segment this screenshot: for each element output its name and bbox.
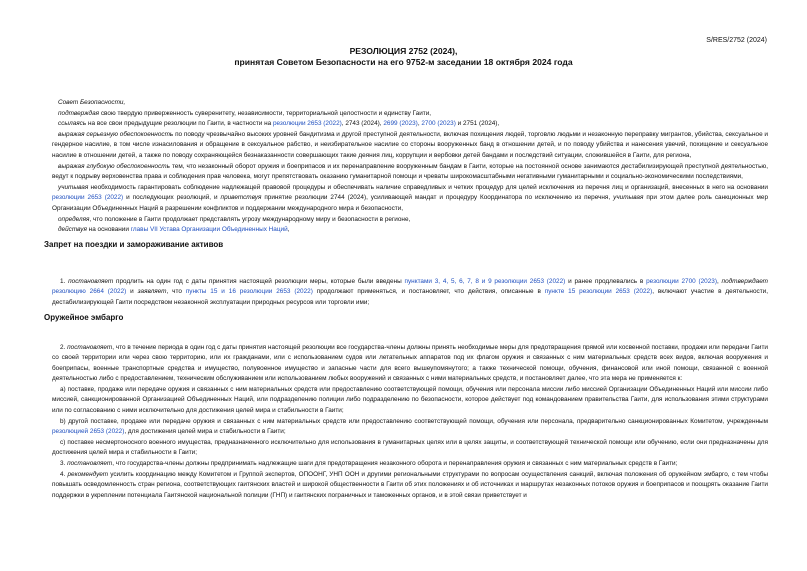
preamble-paragraph-7: действуя на основании главы VII Устава Организации Объединенных Наций, (58, 226, 290, 234)
spacer (52, 251, 768, 277)
resolution-link[interactable]: 2700 (2023) (421, 120, 456, 128)
resolution-subtitle: принятая Советом Безопасности на его 9752-м заседании 18 октября 2024 года (234, 57, 573, 67)
section-heading-travel-ban: Запрет на поездки и замораживание активов (44, 239, 224, 249)
operative-paragraph-4: 4. рекомендует усилить координацию между Комитетом и Группой экспертов, ОПООНГ, УНП ООН и другими региональными структурами по вопросам осуществления санкций, включая положения об оружейном эмбарго, с тем чтобы повышать осведомленность стран региона, соответствующих гаитянских властей и широкой общественности в Гаити об этих положениях и об источниках и маршрутах незаконных потоков оружия и боеприпасов и поощрять оказание Гаити поддержки в укреплении потенциала Гаитянской национальной полиции (ГНП) и гаитянских пограничных и таможенных органов, и в этой связи приветствует и (52, 470, 768, 499)
operative-paragraph-2: 2. постановляет, что в течение периода в один год с даты принятия настоящей резолюции все государства-члены должны принять необходимые меры для предотвращения прямой или косвенной поставки, продажи или передачи Гаити со своей территории или через свою территорию, или их гражданами, или с использованием судов или летательных аппаратов под их флагом оружия и связанных с ним материальных средств всех видов, включая вооружения и боеприпасы, военные транспортные средства и имущество, полувоенное имущество и запасные части для всего вышеупомянутого; а также технической помощи, обучения, финансовой или иной помощи, связанной с военной деятельностью либо с предоставлением, техническим обслуживанием или использованием любых вооружений и связанных с ними материальных средств, и постановляет далее, что эта мера не применяется к: (52, 343, 768, 383)
document-body (44, 98, 769, 501)
preamble-paragraph-4: выражая глубокую обеспокоенность тем, что незаконный оборот оружия и боеприпасов и их перенаправление вооруженным бандам в Гаити, которые на постоянной основе занимаются дестабилизирующей преступной деятельностью, ведут к подрыву верховенства права и соблюдения прав человека, могут препятствовать оказанию гуманитарной помощи и чреваты широкомасштабными негативными гуманитарными и социально-экономическими последствиями, (52, 162, 768, 181)
document-code: S/RES/2752 (2024) (706, 37, 767, 44)
preamble-paragraph-6: определяя, что положение в Гаити продолжает представлять угрозу международному миру и безопасности в регионе, (58, 215, 411, 223)
preamble-council: Совет Безопасности, (58, 99, 126, 106)
resolution-link[interactable]: пункты 15 и 16 резолюции 2653 (2022) (185, 288, 313, 296)
preamble-paragraph-5: учитывая необходимость гарантировать соблюдение надлежащей правовой процедуры и обеспечивать наличие справедливых и четких процедур для целей исключения из перечня лиц и организаций, внесенных в него на основании резолюции 2653 (2022) и последующих резолюций, и приветствуя принятие резолюции 2744 (2024), усиливающей мандат и процедуру Координатора по исключению из перечня, учитывая при этом далее роль санкционных мер Организации Объединенных Наций в разрешении конфликтов и поддержании международного мира и безопасности, (52, 183, 769, 212)
resolution-title: РЕЗОЛЮЦИЯ 2752 (2024), (349, 46, 458, 56)
resolution-link[interactable]: 2699 (2023) (383, 120, 418, 128)
preamble-paragraph-2: ссылаясь на все свои предыдущие резолюции по Гаити, в частности на резолюции 2653 (2022), 2743 (2024), 2699 (2023), 2700 (2023) и 2751 (2024), (58, 120, 500, 128)
resolution-link[interactable]: пункте 15 резолюции 2653 (2022) (544, 288, 653, 296)
operative-paragraph-1: 1. постановляет продлить на один год с даты принятия настоящей резолюции меры, которые были введены пунктами 3, 4, 5, 6, 7, 8 и 9 резолюции 2653 (2022) и ранее продлевались в резолюции 2700 (2023), подтверждает резолюцию 2664 (2022) и заявляет, что пункты 15 и 16 резолюции 2653 (2022) продолжают применяться, и постановляет, что действия, описанные в пункте 15 резолюции 2653 (2022), включают участие в деятельности, дестабилизирующей Гаити посредством незаконной эксплуатации природных ресурсов или торговли ими; (52, 277, 768, 306)
resolution-link[interactable]: резолюции 2700 (2023) (646, 277, 717, 285)
charter-link[interactable]: главы VII Устава Организации Объединенных Наций (130, 226, 288, 234)
resolution-link[interactable]: резолюции 2653 (2022) (272, 120, 342, 128)
resolution-link[interactable]: резолюцию 2664 (2022) (52, 288, 127, 296)
resolution-link[interactable]: пунктами 3, 4, 5, 6, 7, 8 и 9 резолюции 2653 (2022) (404, 277, 566, 285)
section-heading-arms-embargo: Оружейное эмбарго (44, 312, 124, 322)
resolution-link[interactable]: резолюцией 2653 (2022) (52, 428, 125, 436)
preamble-paragraph-3: выражая серьезную обеспокоенность по поводу чрезвычайно высоких уровней бандитизма и другой преступной деятельности, включая похищения людей, торговлю людьми и незаконную переправку мигрантов, убийства, сексуальное и гендерное насилие, в том числе изнасилования и обращение в сексуальное рабство, и неизбирательное насилие со стороны вооруженных банд в отношении детей, и по поводу убийства и нанесения увечий, похищение и сексуальное насилие в отношении детей, а также по поводу сохраняющейся безнаказанности совершающих такие деяния лиц, коррупции и вербовки детей бандами и последствий ситуации, сложившейся в Гаити, для региона, (52, 130, 769, 159)
resolution-link[interactable]: резолюции 2653 (2022) (52, 194, 124, 202)
preamble-paragraph-1: подтверждая свою твердую приверженность суверенитету, независимости, территориальной целостности и единству Гаити, (58, 109, 432, 117)
operative-paragraph-2b: b) другой поставке, продаже или передаче оружия и связанных с ним материальных средств или предоставлению соответствующей помощи, обучения или персонала, предварительно санкционированных Комитетом, учрежденным резолюцией 2653 (2022), для достижения целей мира и стабильности в Гаити; (52, 417, 768, 436)
operative-paragraph-2c: c) поставке несмертоносного военного имущества, предназначенного исключительно для использования в гуманитарных целях или в целях защиты, и соответствующей технической помощи или обучению, если они предназначены для достижения целей мира и стабильности в Гаити; (52, 438, 768, 457)
operative-paragraph-2a: a) поставке, продаже или передаче оружия и связанных с ним материальных средств или предоставлению соответствующей помощи, обучения или персонала миссии либо миссией Организации Объединенных Наций или миссии либо миссией, санкционированной Организацией Объединенных Наций, или подразделению полиции либо подразделению по безопасности, которое действует под командованием правительства Гаити, для использования этими структурами или по согласованию с ними исключительно для достижения целей мира и стабильности в Гаити; (52, 385, 768, 415)
operative-paragraph-3: 3. постановляет, что государства-члены должны предпринимать надлежащие шаги для предотвращения незаконного оборота и перенаправления оружия и связанных с ним материальных средств в Гаити; (60, 460, 678, 468)
spacer (52, 324, 768, 343)
